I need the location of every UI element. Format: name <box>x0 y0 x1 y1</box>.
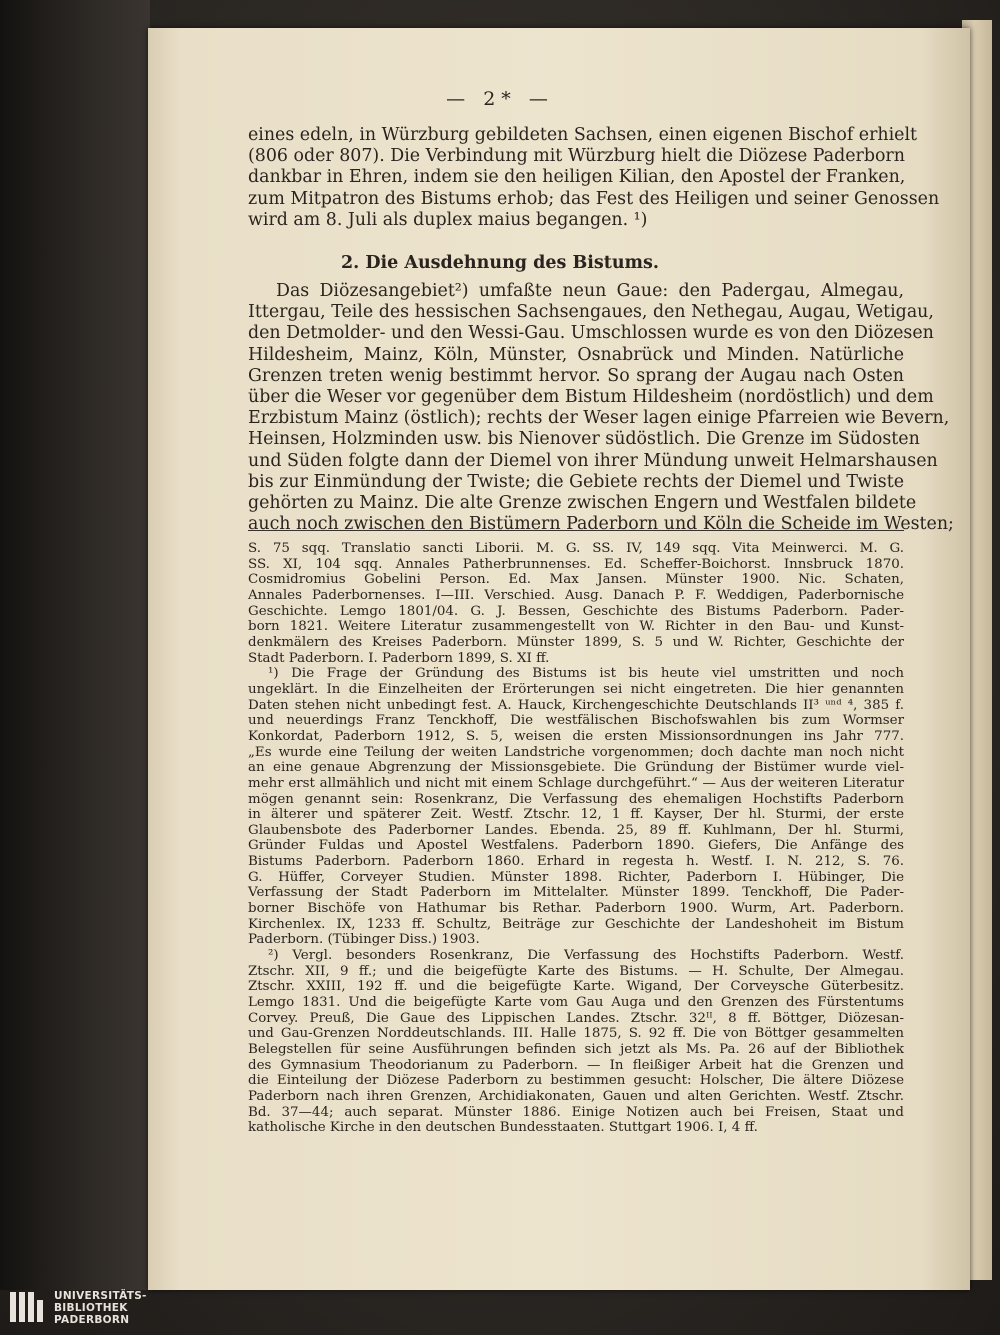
footnote-line: borner Bischöfe von Hathumar bis Rethar. Paderborn 1900. Wurm, Art. Paderborn. <box>248 901 904 917</box>
intro-paragraph <box>248 125 940 231</box>
footnote-line: Belegstellen für seine Ausführungen befinden sich jetzt als Ms. Pa. 26 auf der Bibliothek <box>248 1042 904 1057</box>
footnote-line: Kirchenlex. IX, 1233 ff. Schultz, Beiträge zur Geschichte der Landeshoheit im Bistum <box>248 916 904 932</box>
library-logo-icon <box>8 1290 46 1328</box>
section-line: auch noch zwischen den Bistümern Paderborn und Köln die Scheide im Westen; <box>248 514 954 535</box>
intro-line: dankbar in Ehren, indem sie den heiligen Kilian, den Apostel der Franken, <box>248 167 906 188</box>
section-line: Hildesheim, Mainz, Köln, Münster, Osnabrück und Minden. Natürliche <box>248 344 904 365</box>
intro-line: eines edeln, in Würzburg gebildeten Sachsen, einen eigenen Bischof erhielt <box>248 125 918 145</box>
intro-line: wird am 8. Juli als duplex maius begangen. ¹) <box>248 209 648 230</box>
footnote-line: des Gymnasium Theodorianum zu Paderborn. — In fleißiger Arbeit hat die Grenzen und <box>248 1057 904 1073</box>
section-line: Das Diözesangebiet²) umfaßte neun Gaue: den Padergau, Almegau, <box>276 281 904 301</box>
footnote-line: Corvey. Preuß, Die Gaue des Lippischen Landes. Ztschr. 32ᴵᴵ, 8 ff. Böttger, Diözesan- <box>248 1010 904 1026</box>
footnote-line: Glaubensbote des Paderborner Landes. Ebenda. 25, 89 ff. Kuhlmann, Der hl. Sturmi, <box>248 822 904 838</box>
footnote-line: und neuerdings Franz Tenckhoff, Die westfälischen Bischofswahlen bis zum Wormser <box>248 713 904 729</box>
footnote-line: Gründer Fuldas und Apostel Westfalens. Paderborn 1890. Giefers, Die Anfänge des <box>248 838 904 854</box>
footnotes <box>248 541 904 1136</box>
footnote-line: Paderborn nach ihren Grenzen, Archidiakonaten, Gauen und alten Gerichten. Westf. Ztschr. <box>248 1088 904 1104</box>
section-line: und Süden folgte dann der Diemel von ihrer Mündung unweit Helmarshausen <box>248 450 938 471</box>
logo-text-line: UNIVERSITÄTS- <box>54 1290 147 1302</box>
footnote-line: Konkordat, Paderborn 1912, S. 5, weisen die ersten Missionsordnungen ins Jahr 777. <box>248 728 904 744</box>
section-line: Heinsen, Holzminden usw. bis Nienover südöstlich. Die Grenze im Südosten <box>248 429 920 450</box>
footnote-line: Stadt Paderborn. I. Paderborn 1899, S. XI ff. <box>248 650 550 666</box>
section-line: über die Weser vor gegenüber dem Bistum Hildesheim (nordöstlich) und dem <box>248 387 934 408</box>
footnote-line: katholische Kirche in den deutschen Bundesstaaten. Stuttgart 1906. I, 4 ff. <box>248 1120 758 1136</box>
footnote-line: born 1821. Weitere Literatur zusammengestellt von W. Richter in den Bau- und Kunst- <box>248 619 904 635</box>
section-heading: 2. Die Ausdehnung des Bistums. <box>340 253 660 273</box>
section-line: gehörten zu Mainz. Die alte Grenze zwischen Engern und Westfalen bildete <box>248 493 917 514</box>
footnote-line: mögen genannt sein: Rosenkranz, Die Verfassung des ehemaligen Hochstifts Paderborn <box>248 791 904 807</box>
intro-line: (806 oder 807). Die Verbindung mit Würzburg hielt die Diözese Paderborn <box>248 146 905 167</box>
library-logo <box>8 1290 147 1330</box>
footnote-line: in älterer und späterer Zeit. Westf. Ztschr. 12, 1 ff. Kayser, Der hl. Sturmi, der erste <box>248 807 904 823</box>
footnote-line: ungeklärt. In die Einzelheiten der Erörterungen sei nicht eingetreten. Die hier genannten <box>248 681 904 697</box>
library-logo-text <box>54 1290 147 1326</box>
section-line: Grenzen treten wenig bestimmt hervor. So sprang der Augau nach Osten <box>248 365 904 386</box>
footnote-line: ²) Vergl. besonders Rosenkranz, Die Verfassung des Hochstifts Paderborn. Westf. <box>268 948 904 964</box>
footnote-line: Bd. 37—44; auch separat. Münster 1886. Einige Notizen auch bei Freisen, Staat und <box>248 1104 904 1120</box>
section-paragraph <box>248 281 954 535</box>
section-line: Ittergau, Teile des hessischen Sachsengaues, den Nethegau, Augau, Wetigau, <box>248 302 934 323</box>
footnote-line: Lemgo 1831. Und die beigefügte Karte vom Gau Auga und den Grenzen des Fürstentums <box>248 995 904 1011</box>
footnote-line: Paderborn. (Tübinger Diss.) 1903. <box>248 932 480 948</box>
footnote-line: denkmälern des Kreises Paderborn. Münster 1899, S. 5 und W. Richter, Geschichte der <box>248 634 904 650</box>
footnote-line: Annales Paderbornenses. I—III. Verschied. Ausg. Danach P. F. Weddigen, Paderbornische <box>248 587 904 603</box>
footnote-line: Daten stehen nicht unbedingt fest. A. Hauck, Kirchengeschichte Deutschlands II³ ᵘⁿᵈ ⁴, 385 f. <box>248 697 904 713</box>
page-number: — 2* — <box>446 88 554 110</box>
footnote-line: mehr erst allmählich und nicht mit einem Schlage durchgeführt.“ — Aus der weiteren Literatur <box>248 775 904 791</box>
footnote-line: „Es wurde eine Teilung der weiten Landstriche vorgenommen; doch dachte man noch nicht <box>248 744 904 760</box>
footnote-line: G. Hüffer, Corveyer Studien. Münster 1898. Richter, Paderborn I. Hübinger, Die <box>248 869 904 885</box>
footnote-line: ¹) Die Frage der Gründung des Bistums ist bis heute viel umstritten und noch <box>268 666 904 682</box>
footnote-line: Verfassung der Stadt Paderborn im Mittelalter. Münster 1899. Tenckhoff, Die Pader- <box>248 885 904 901</box>
footnote-line: Bistums Paderborn. Paderborn 1860. Erhard in regesta h. Westf. I. N. 212, S. 76. <box>248 854 904 870</box>
footnote-line: SS. XI, 104 sqq. Annales Patherbrunnenses. Ed. Scheffer-Boichorst. Innsbruck 1870. <box>248 556 904 572</box>
binding-left-edge <box>0 0 150 1290</box>
footnote-line: an eine genaue Abgrenzung der Missionsgebiete. Die Gründung der Bistümer wurde viel- <box>248 760 904 776</box>
logo-text-line: PADERBORN <box>54 1314 130 1326</box>
section-line: Erzbistum Mainz (östlich); rechts der Weser lagen einige Pfarreien wie Bevern, <box>248 408 950 429</box>
footnote-line: die Einteilung der Diözese Paderborn zu bestimmen gesucht: Holscher, Die ältere Diözese <box>248 1073 904 1089</box>
footnote-line: Ztschr. XII, 9 ff.; und die beigefügte Karte des Bistums. — H. Schulte, Der Almegau. <box>248 963 904 979</box>
footnote-rule <box>248 530 904 531</box>
section-line: den Detmolder- und den Wessi-Gau. Umschlossen wurde es von den Diözesen <box>248 323 934 344</box>
footnote-line: Geschichte. Lemgo 1801/04. G. J. Bessen, Geschichte des Bistums Paderborn. Pader- <box>248 603 904 619</box>
footnote-line: und Gau-Grenzen Norddeutschlands. III. Halle 1875, S. 92 ff. Die von Böttger gesammelten <box>248 1026 904 1042</box>
footnote-line: Ztschr. XXIII, 192 ff. und die beigefügte Karte. Wigand, Der Corveysche Güterbesitz. <box>248 979 904 995</box>
footnote-line: Cosmidromius Gobelini Person. Ed. Max Jansen. Münster 1900. Nic. Schaten, <box>248 572 904 588</box>
section-line: bis zur Einmündung der Twiste; die Gebiete rechts der Diemel und Twiste <box>248 471 904 492</box>
footnote-line: S. 75 sqq. Translatio sancti Liborii. M. G. SS. IV, 149 sqq. Vita Meinwerci. M. G. <box>248 541 904 556</box>
logo-text-line: BIBLIOTHEK <box>54 1302 128 1314</box>
intro-line: zum Mitpatron des Bistums erhob; das Fest des Heiligen und seiner Genossen <box>248 188 940 209</box>
